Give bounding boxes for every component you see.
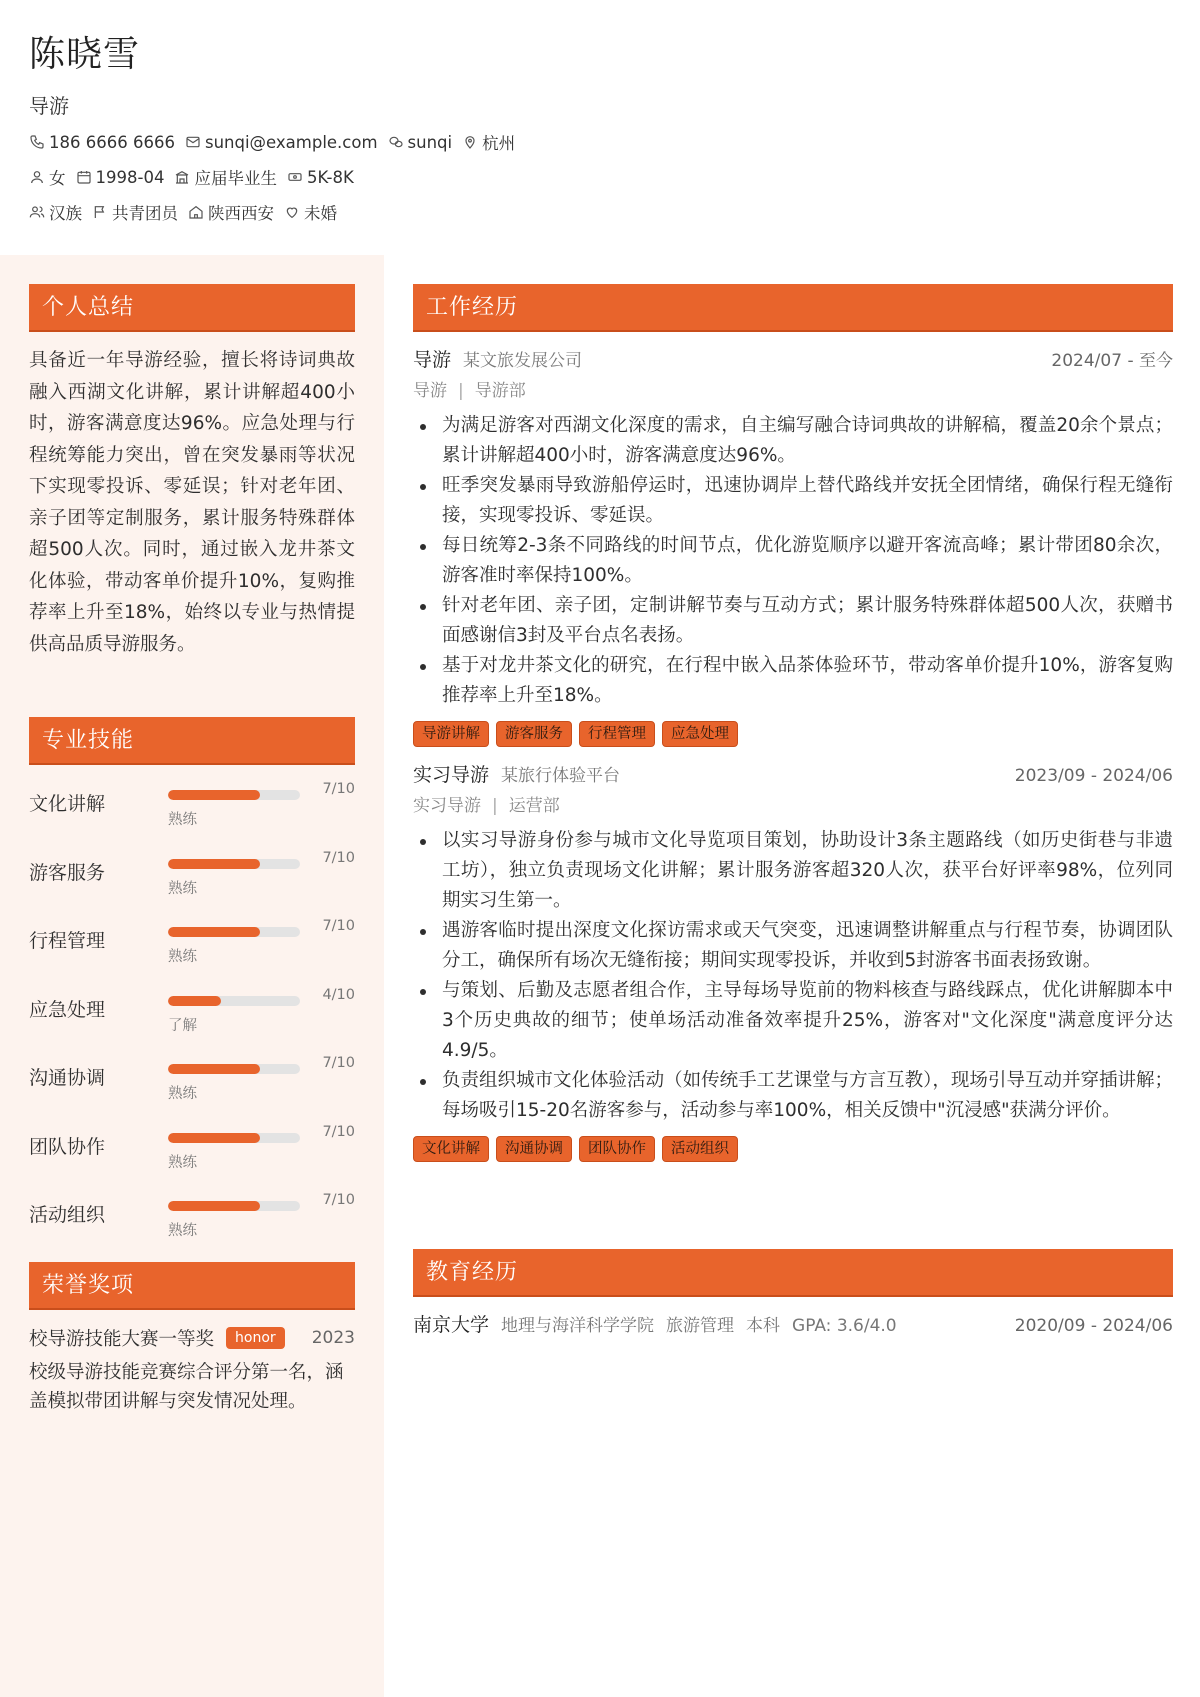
skill-row <box>29 834 355 903</box>
bullet-item: 基于对龙井茶文化的研究，在行程中嵌入品茶体验环节，带动客单价提升10%，游客复购推荐率上升至18%。 <box>413 651 1173 711</box>
skills-heading: 专业技能 <box>29 717 355 765</box>
separator: | <box>458 381 464 401</box>
job-date: 2023/09 - 2024/06 <box>1014 766 1173 786</box>
bullet-item: 针对老年团、亲子团，定制讲解节奏与互动方式；累计服务特殊群体超500人次，获赠书面感谢信3封及平台点名表扬。 <box>413 591 1173 651</box>
skill-tag: 游客服务 <box>496 721 572 747</box>
job-bullets <box>413 826 1173 1126</box>
candidate-title: 导游 <box>29 94 69 118</box>
politics-text: 共青团员 <box>112 204 178 223</box>
resume-header <box>29 30 789 225</box>
job-bullets <box>413 411 1173 711</box>
edu-college: 地理与海洋科学学院 <box>501 1316 655 1336</box>
skill-bar <box>168 1064 300 1074</box>
bullet-item: 以实习导游身份参与城市文化导览项目策划，协助设计3条主题路线（如历史街巷与非遗工坊），独立负责现场文化讲解；累计服务游客超320人次，获平台好评率98%，位列同期实习生第一。 <box>413 826 1173 916</box>
hometown-text: 陕西西安 <box>208 204 274 223</box>
skill-name: 应急处理 <box>29 998 106 1021</box>
ethnicity-text: 汉族 <box>49 204 82 223</box>
wechat-text: sunqi <box>407 132 453 152</box>
bullet-item: 与策划、后勤及志愿者组合作，主导每场导览前的物料核查与路线踩点，优化讲解脚本中3个历史典故的细节；使单场活动准备效率提升25%，游客对"文化深度"满意度评分达4.9/5。 <box>413 976 1173 1066</box>
job-entry <box>413 760 1173 1162</box>
gender-text: 女 <box>49 169 66 188</box>
skill-score: 7/10 <box>322 1123 355 1140</box>
job-position: 实习导游 <box>413 796 481 816</box>
skill-name: 活动组织 <box>29 1204 106 1226</box>
education-section <box>413 1249 1173 1340</box>
status-info <box>174 165 277 189</box>
skill-tag: 文化讲解 <box>413 1136 489 1162</box>
politics-info <box>92 200 178 224</box>
skill-row <box>29 1176 355 1245</box>
skill-level: 熟练 <box>168 880 197 897</box>
phone-icon <box>29 134 45 150</box>
skill-tag: 行程管理 <box>579 721 655 747</box>
skill-bar-fill <box>168 790 260 800</box>
skill-bar-fill <box>168 1201 260 1211</box>
skill-score: 7/10 <box>322 781 355 797</box>
job-list <box>413 345 1173 1162</box>
job-date: 2024/07 - 至今 <box>1051 351 1173 371</box>
skill-level: 了解 <box>168 1017 197 1034</box>
status-text: 应届毕业生 <box>194 169 277 188</box>
users-icon <box>29 204 45 220</box>
skill-tags <box>413 1136 1173 1162</box>
skill-name: 游客服务 <box>29 861 106 884</box>
skill-tags <box>413 721 1173 747</box>
edu-gpa: GPA: 3.6/4.0 <box>792 1316 897 1336</box>
bullet-item: 为满足游客对西湖文化深度的需求，自主编写融合诗词典故的讲解稿，覆盖20余个景点；累计讲解超400小时，游客满意度达96%。 <box>413 411 1173 471</box>
edu-date: 2020/09 - 2024/06 <box>1014 1316 1173 1336</box>
skill-bar <box>168 859 300 869</box>
skill-row <box>29 902 355 971</box>
summary-section <box>29 284 355 660</box>
skill-name: 行程管理 <box>29 930 106 952</box>
work-section <box>413 284 1173 1162</box>
bullet-item: 负责组织城市文化体验活动（如传统手工艺课堂与方言互教），现场引导互动并穿插讲解；每场吸引15-20名游客参与，活动参与率100%，相关反馈中"沉浸感"获满分评价。 <box>413 1066 1173 1126</box>
skill-level: 熟练 <box>168 1154 197 1171</box>
city-info <box>462 130 515 154</box>
job-department: 运营部 <box>508 796 560 816</box>
job-company: 某文旅发展公司 <box>463 351 583 371</box>
city-text: 杭州 <box>482 134 516 153</box>
skill-bar-fill <box>168 1064 260 1074</box>
skill-score: 7/10 <box>322 918 355 934</box>
home-icon <box>188 204 204 220</box>
email-text: sunqi@example.com <box>204 132 378 152</box>
honor-year: 2023 <box>311 1328 355 1348</box>
skill-level: 熟练 <box>168 949 197 965</box>
skill-bar <box>168 790 300 800</box>
bullet-item: 遇游客临时提出深度文化探访需求或天气突变，迅速调整讲解重点与行程节奏，协调团队分工，确保所有场次无缝衔接；期间实现零投诉，并收到5封游客书面表扬致谢。 <box>413 916 1173 976</box>
email-info[interactable] <box>185 133 378 152</box>
skill-row <box>29 765 355 834</box>
skill-list <box>29 765 355 1245</box>
honor-name: 校导游技能大赛一等奖 <box>29 1329 215 1350</box>
gender-info <box>29 165 66 189</box>
wechat-icon <box>388 134 404 150</box>
marital-info <box>284 200 337 224</box>
summary-text: 具备近一年导游经验，擅长将诗词典故融入西湖文化讲解，累计讲解超400小时，游客满意度达96%。应急处理与行程统筹能力突出，曾在突发暴雨等状况下实现零投诉、零延误；针对老年团、亲子团等定制服务，累计服务特殊群体超500人次。同时，通过嵌入龙井茶文化体验，带动客单价提升10%，复购推荐率上升至18%，始终以专业与热情提供高品质导游服务。 <box>29 350 355 655</box>
money-icon <box>287 169 303 185</box>
calendar-icon <box>76 169 92 185</box>
phone-info[interactable] <box>29 133 175 152</box>
work-heading: 工作经历 <box>413 284 1173 332</box>
skill-bar-fill <box>168 1133 260 1143</box>
user-icon <box>29 169 45 185</box>
ethnicity-info <box>29 200 82 224</box>
skill-bar <box>168 927 300 937</box>
skill-bar <box>168 1133 300 1143</box>
education-item <box>413 1310 1173 1340</box>
salary-text: 5K-8K <box>306 167 354 187</box>
skill-bar-fill <box>168 859 260 869</box>
flag-icon <box>92 204 108 220</box>
job-header <box>413 760 1173 790</box>
salary-info <box>287 168 354 187</box>
background-row <box>29 199 789 225</box>
skill-name: 沟通协调 <box>29 1067 106 1089</box>
skill-score: 7/10 <box>322 1192 355 1208</box>
skill-level: 熟练 <box>168 812 197 828</box>
skill-score: 7/10 <box>322 1055 355 1071</box>
job-header <box>413 345 1173 375</box>
phone-text: 186 6666 6666 <box>49 132 175 152</box>
job-department: 导游部 <box>474 381 526 401</box>
skill-bar <box>168 996 300 1006</box>
education-heading: 教育经历 <box>413 1249 1173 1297</box>
bullet-item: 每日统筹2-3条不同路线的时间节点，优化游览顺序以避开客流高峰；累计带团80余次，游客准时率保持100%。 <box>413 531 1173 591</box>
job-role: 实习导游 <box>413 764 490 786</box>
bullet-item: 旺季突发暴雨导致游船停运时，迅速协调岸上替代路线并安抚全团情绪，确保行程无缝衔接，实现零投诉、零延误。 <box>413 471 1173 531</box>
skill-name: 团队协作 <box>29 1135 106 1158</box>
contact-row <box>29 129 789 155</box>
summary-heading: 个人总结 <box>29 284 355 332</box>
honors-section <box>29 1262 355 1416</box>
school-icon <box>174 169 190 185</box>
skill-row <box>29 1108 355 1177</box>
skill-score: 7/10 <box>322 849 355 866</box>
honor-description: 校级导游技能竞赛综合评分第一名，涵盖模拟带团讲解与突发情况处理。 <box>29 1362 344 1412</box>
heart-icon <box>284 204 300 220</box>
skill-tag: 应急处理 <box>662 721 738 747</box>
skill-tag: 团队协作 <box>579 1136 655 1162</box>
honor-badge: honor <box>226 1327 285 1349</box>
separator: | <box>492 796 498 816</box>
skill-bar-fill <box>168 996 221 1006</box>
wechat-info[interactable] <box>388 133 453 152</box>
job-company: 某旅行体验平台 <box>501 766 621 786</box>
honor-item <box>29 1323 355 1353</box>
skill-tag: 沟通协调 <box>496 1136 572 1162</box>
job-entry <box>413 345 1173 747</box>
skill-tag: 活动组织 <box>662 1136 738 1162</box>
job-position: 导游 <box>413 381 447 401</box>
birth-text: 1998-04 <box>95 167 165 187</box>
skill-level: 熟练 <box>168 1223 197 1239</box>
edu-degree: 本科 <box>746 1316 781 1336</box>
job-subline <box>413 792 1173 820</box>
skill-level: 熟练 <box>168 1086 197 1102</box>
skills-section <box>29 717 355 1245</box>
marital-text: 未婚 <box>304 204 337 223</box>
skill-name: 文化讲解 <box>29 793 106 815</box>
skill-bar-fill <box>168 927 260 937</box>
edu-major: 旅游管理 <box>666 1316 735 1336</box>
hometown-info <box>188 200 274 224</box>
honors-heading: 荣誉奖项 <box>29 1262 355 1310</box>
personal-row <box>29 164 789 190</box>
skill-row <box>29 1039 355 1108</box>
skill-score: 4/10 <box>322 986 355 1003</box>
candidate-name: 陈晓雪 <box>29 34 141 75</box>
skill-row <box>29 971 355 1040</box>
edu-school: 南京大学 <box>413 1314 490 1336</box>
location-icon <box>462 134 478 150</box>
mail-icon <box>185 134 201 150</box>
skill-bar <box>168 1201 300 1211</box>
skill-tag: 导游讲解 <box>413 721 489 747</box>
job-subline <box>413 377 1173 405</box>
job-role: 导游 <box>413 349 452 371</box>
birth-info <box>76 168 165 187</box>
